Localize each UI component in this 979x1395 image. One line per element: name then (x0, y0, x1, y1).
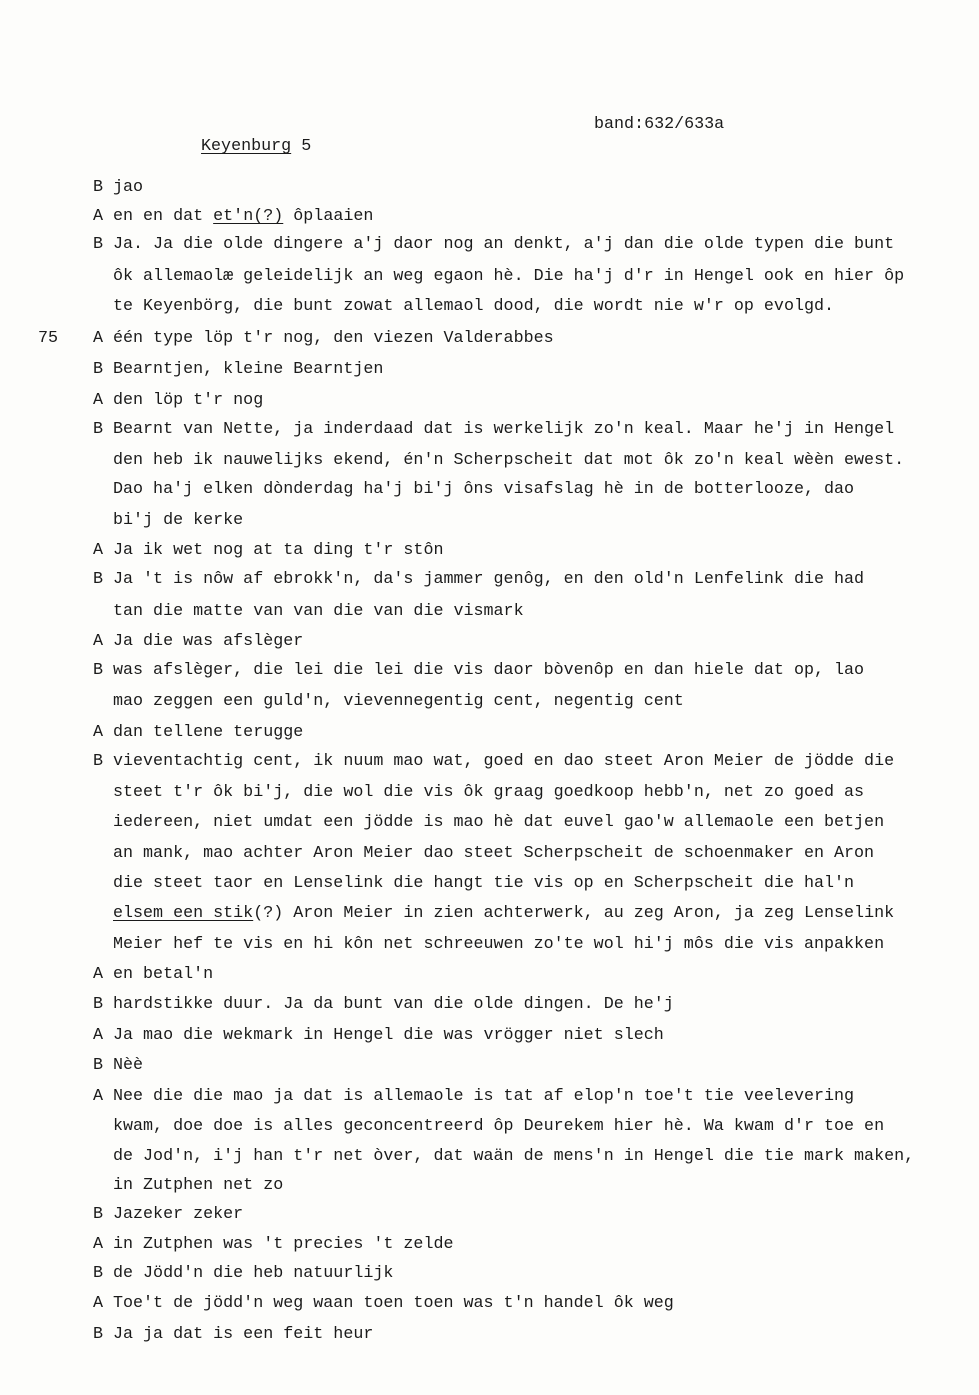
line-text: Toe't de jödd'n weg waan toen toen was t'n handel ôk weg (113, 1294, 674, 1313)
line-text: vieventachtig cent, ik nuum mao wat, goed en dao steet Aron Meier de jödde die (113, 752, 895, 771)
line-text: Nee die die mao ja dat is allemaole is tat af elop'n toe't tie veelevering (113, 1087, 855, 1106)
speaker-label: A (93, 391, 104, 410)
speaker-label: B (93, 420, 104, 439)
line-text: iedereen, niet umdat een jödde is mao hè dat euvel gao'w allemaole een betjen (113, 813, 885, 832)
line-text: de Jod'n, i'j han t'r net òver, dat waän de mens'n in Hengel die tie mark maken, (113, 1147, 915, 1166)
speaker-label: A (93, 1294, 104, 1313)
line-text: in Zutphen net zo (113, 1176, 284, 1195)
transcript-line (93, 965, 213, 985)
line-text: dan tellene terugge (113, 723, 304, 742)
speaker-label: B (93, 360, 104, 379)
speaker-label: B (93, 661, 104, 680)
line-text: en betal'n (113, 965, 214, 984)
transcript-continuation (113, 267, 904, 287)
document-number: 5 (301, 137, 312, 156)
transcript-line (93, 632, 303, 652)
line-text: den heb ik nauwelijks ekend, én'n Scherpscheit dat mot ôk zo'n keal wèèn ewest. (113, 451, 905, 470)
transcript-continuation (113, 813, 884, 833)
transcript-line (93, 1294, 674, 1314)
transcript-line (93, 541, 443, 561)
band-reference: band:632/633a (594, 115, 725, 134)
speaker-label: A (93, 1026, 104, 1045)
speaker-label: A (93, 723, 104, 742)
line-text-pre: en en dat (113, 207, 214, 226)
transcript-continuation (113, 692, 684, 712)
speaker-label: B (93, 752, 104, 771)
line-text: Ja die was afslèger (113, 632, 304, 651)
underlined-text: elsem een stik (113, 904, 254, 923)
speaker-label: B (93, 1325, 104, 1344)
line-text: Bearnt van Nette, ja inderdaad dat is werkelijk zo'n keal. Maar he'j in Hengel (113, 420, 895, 439)
document-title: Keyenburg (201, 137, 292, 156)
line-text: Ja. Ja die olde dingere a'j daor nog an denkt, a'j dan die olde typen die bunt (113, 235, 895, 254)
line-text: de Jödd'n die heb natuurlijk (113, 1264, 394, 1283)
transcript-continuation (113, 783, 864, 803)
speaker-label: B (93, 995, 104, 1014)
transcript-line (93, 360, 383, 380)
document-header (181, 117, 311, 157)
transcript-line (93, 1026, 664, 1046)
transcript-line (93, 1264, 393, 1284)
line-text: den löp t'r nog (113, 391, 264, 410)
line-text: Dao ha'j elken dònderdag ha'j bi'j ôns visafslag hè in de botterlooze, dao (113, 480, 855, 499)
transcript-line (93, 723, 303, 743)
transcript-continuation (113, 844, 874, 864)
transcript-line (93, 1235, 453, 1255)
line-text: Jazeker zeker (113, 1205, 244, 1224)
line-text: bi'j de kerke (113, 511, 244, 530)
line-text: Ja 't is nôw af ebrokk'n, da's jammer genôg, en den old'n Lenfelink die had (113, 570, 865, 589)
transcript-line (93, 207, 373, 227)
transcript-line (93, 1087, 854, 1107)
transcript-line (93, 570, 864, 590)
line-text: jao (113, 178, 144, 197)
speaker-label: B (93, 178, 104, 197)
transcript-continuation (113, 1147, 914, 1167)
line-text-post: ôplaaien (283, 207, 374, 226)
line-text: Ja ik wet nog at ta ding t'r stôn (113, 541, 444, 560)
speaker-label: B (93, 1205, 104, 1224)
line-text: te Keyenbörg, die bunt zowat allemaol dood, die wordt nie w'r op evolgd. (113, 297, 835, 316)
underlined-text: et'n(?) (213, 207, 284, 226)
speaker-label: B (93, 1264, 104, 1283)
transcript-continuation (113, 1176, 283, 1196)
transcript-continuation (113, 1117, 884, 1137)
transcript-continuation (113, 904, 894, 924)
line-text: ôk allemaolæ geleidelijk an weg egaon hè. Die ha'j d'r in Hengel ook en hier ôp (113, 267, 905, 286)
transcript-line (93, 329, 554, 349)
line-text: kwam, doe doe is alles geconcentreerd ôp Deurekem hier hè. Wa kwam d'r toe en (113, 1117, 885, 1136)
speaker-label: A (93, 1087, 104, 1106)
transcript-line (93, 995, 674, 1015)
transcript-line (93, 1325, 373, 1345)
line-text: één type löp t'r nog, den viezen Valderabbes (113, 329, 554, 348)
line-text: was afslèger, die lei die lei die vis daor bòvenôp en dan hiele dat op, lao (113, 661, 865, 680)
transcript-line (93, 420, 894, 440)
transcript-line (93, 661, 864, 681)
line-text: Bearntjen, kleine Bearntjen (113, 360, 384, 379)
line-text: die steet taor en Lenselink die hangt tie vis op en Scherpscheit die hal'n (113, 874, 855, 893)
line-text: an mank, mao achter Aron Meier dao steet Scherpscheit de schoenmaker en Aron (113, 844, 875, 863)
transcript-continuation (113, 297, 834, 317)
speaker-label: A (93, 632, 104, 651)
speaker-label: A (93, 207, 104, 226)
line-text: Ja mao die wekmark in Hengel die was vrögger niet slech (113, 1026, 664, 1045)
transcript-continuation (113, 935, 884, 955)
speaker-label: B (93, 570, 104, 589)
line-text: tan die matte van van die van die vismark (113, 602, 524, 621)
line-text: Ja ja dat is een feit heur (113, 1325, 374, 1344)
speaker-label: B (93, 235, 104, 254)
transcript-continuation (113, 874, 854, 894)
transcript-continuation (113, 602, 524, 622)
line-text: hardstikke duur. Ja da bunt van die olde dingen. De he'j (113, 995, 674, 1014)
line-text: Nèè (113, 1056, 144, 1075)
line-text: mao zeggen een guld'n, vievennegentig cent, negentig cent (113, 692, 684, 711)
transcript-line (93, 1056, 143, 1076)
transcript-line (93, 178, 143, 198)
line-text: steet t'r ôk bi'j, die wol die vis ôk graag goedkoop hebb'n, net zo goed as (113, 783, 865, 802)
speaker-label: A (93, 1235, 104, 1254)
transcript-line (93, 391, 263, 411)
line-text: in Zutphen was 't precies 't zelde (113, 1235, 454, 1254)
speaker-label: A (93, 541, 104, 560)
transcript-continuation (113, 451, 904, 471)
margin-line-number: 75 (38, 329, 59, 348)
line-text: Meier hef te vis en hi kôn net schreeuwen zo'te wol hi'j môs die vis anpakken (113, 935, 885, 954)
transcript-continuation (113, 511, 243, 531)
transcript-continuation (113, 480, 854, 500)
transcript-line (93, 235, 894, 255)
line-text-post: (?) Aron Meier in zien achterwerk, au zeg Aron, ja zeg Lenselink (253, 904, 895, 923)
transcript-line (93, 1205, 243, 1225)
speaker-label: A (93, 329, 104, 348)
speaker-label: A (93, 965, 104, 984)
speaker-label: B (93, 1056, 104, 1075)
transcript-line (93, 752, 894, 772)
